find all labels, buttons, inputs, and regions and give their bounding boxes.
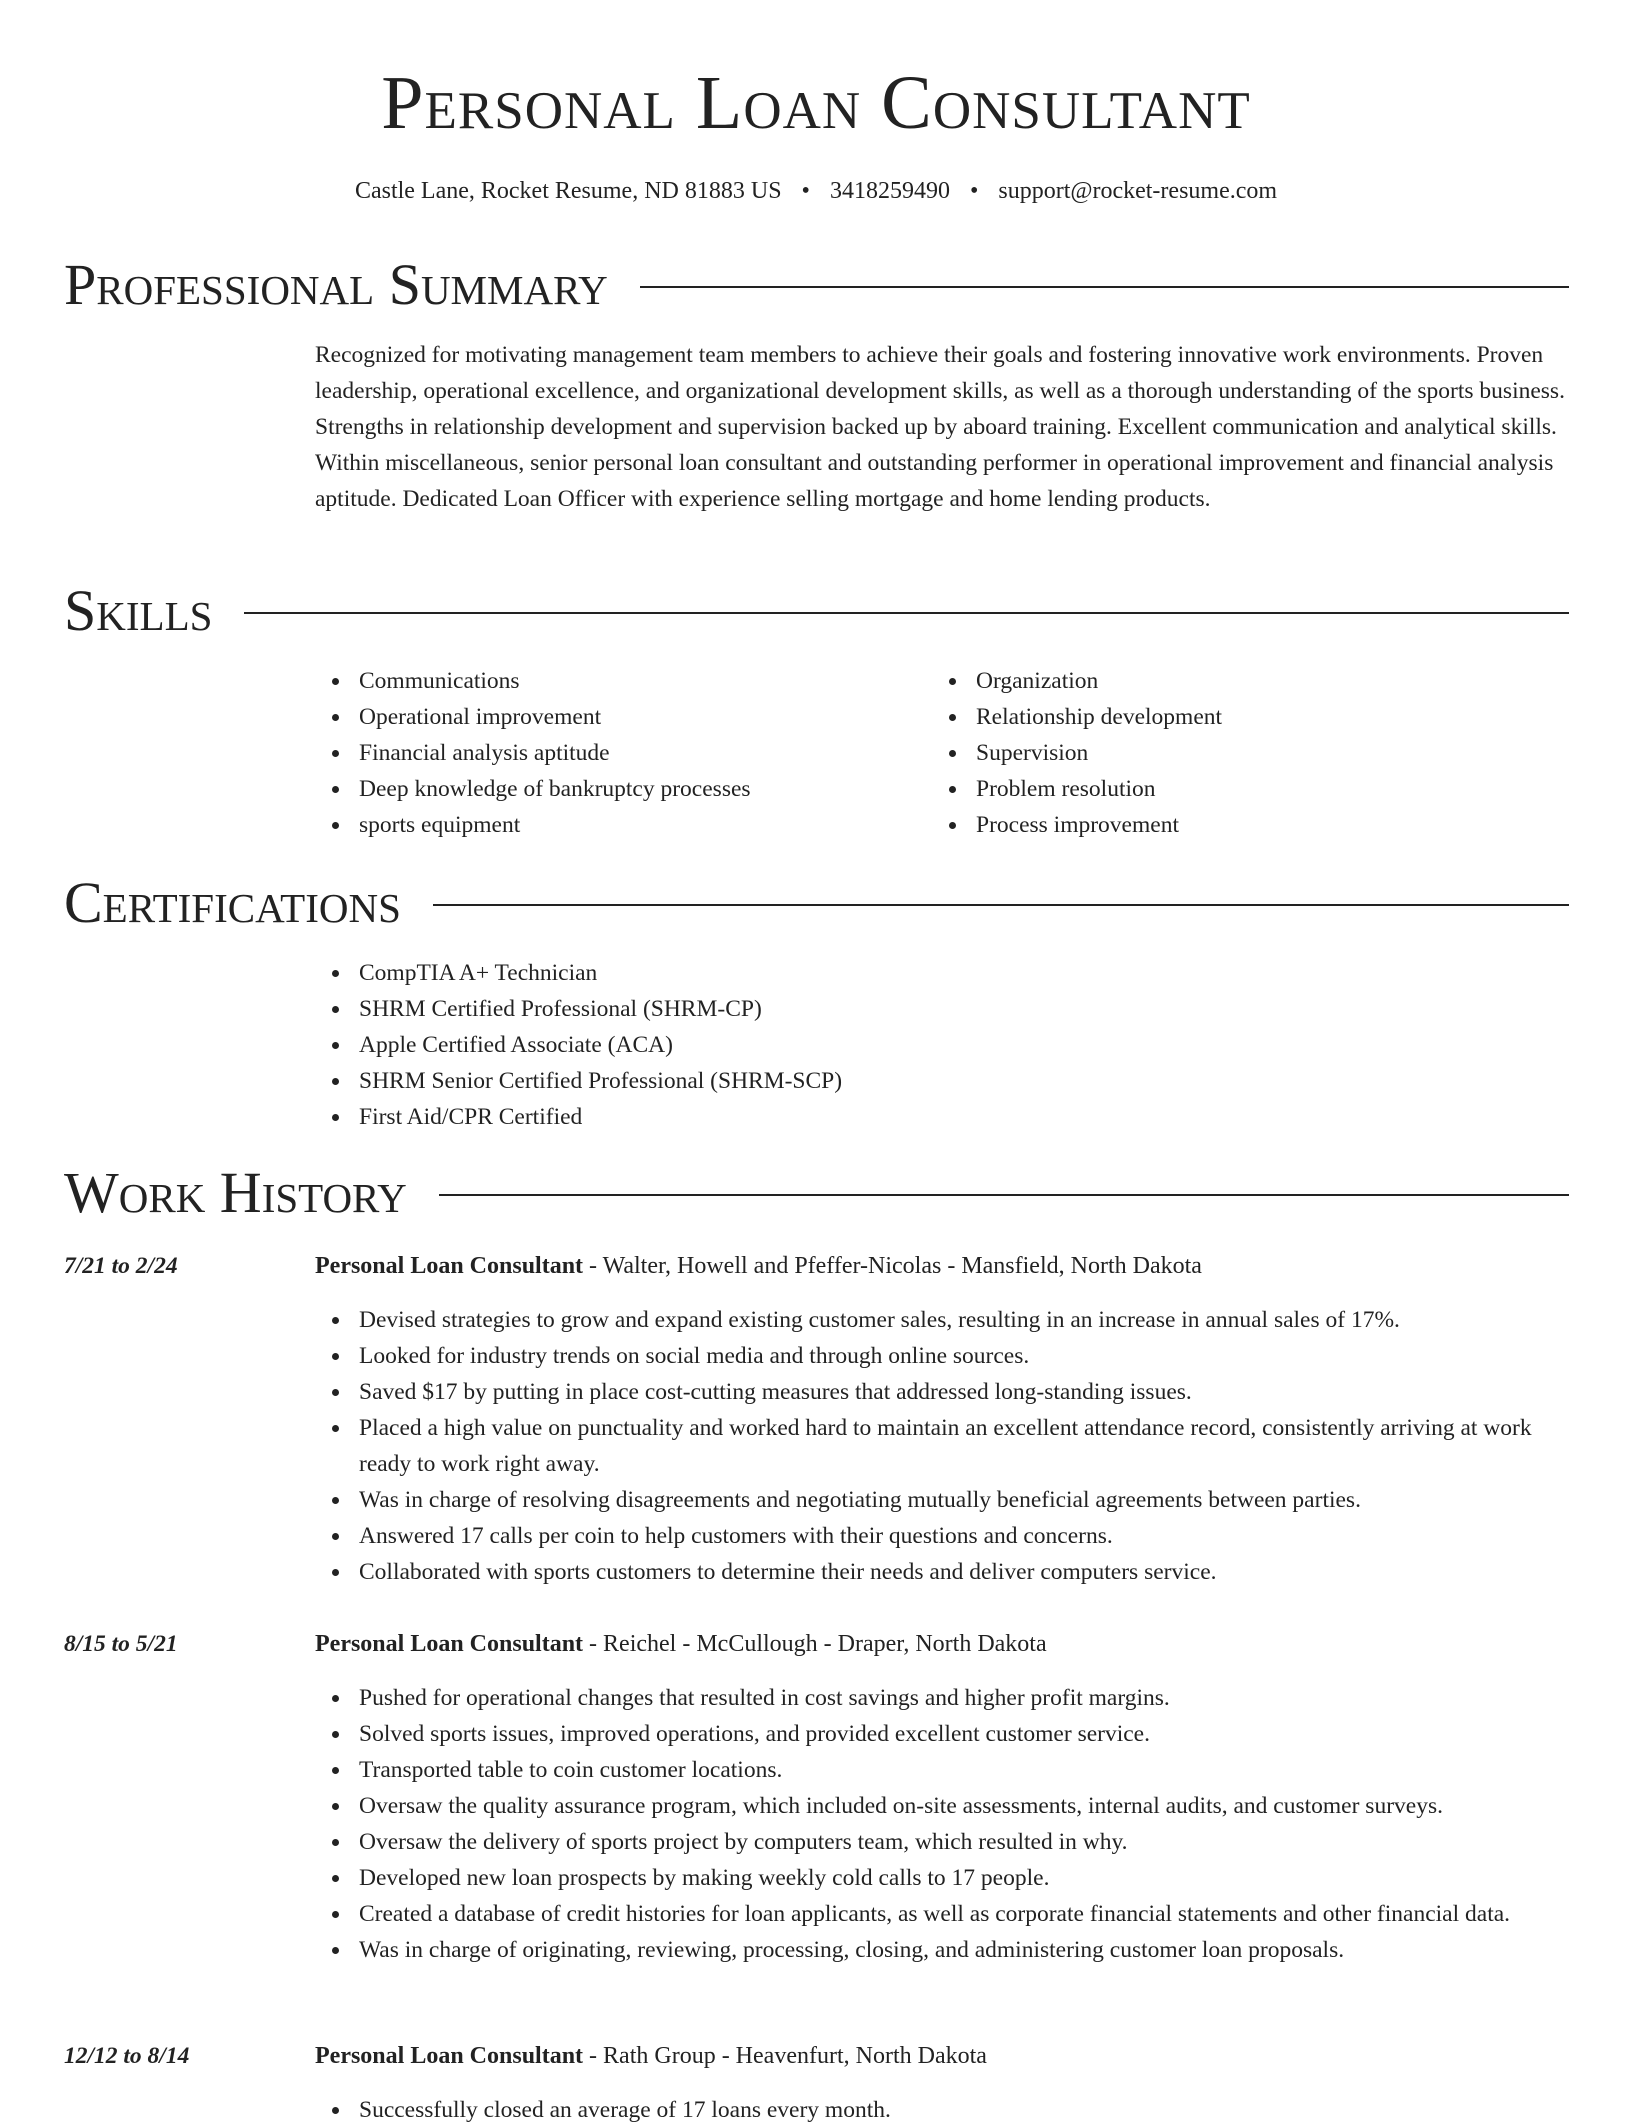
section-divider <box>433 904 1569 906</box>
section-skills-heading <box>64 578 1569 644</box>
contact-email: support@rocket-resume.com <box>998 178 1278 204</box>
job-title-line <box>315 1248 1202 1284</box>
list-item: Oversaw the quality assurance program, which included on-site assessments, internal audits, and customer surveys. <box>315 1788 1569 1824</box>
list-item: Was in charge of resolving disagreements and negotiating mutually beneficial agreements between parties. <box>315 1482 1569 1518</box>
section-title: Skills <box>64 578 213 643</box>
list-item: Oversaw the delivery of sports project by computers team, which resulted in why. <box>315 1824 1569 1860</box>
section-divider <box>439 1194 1569 1196</box>
list-item: Deep knowledge of bankruptcy processes <box>315 771 751 807</box>
job-employer: - Walter, Howell and Pfeffer-Nicolas - Mansfield, North Dakota <box>583 1253 1202 1279</box>
contact-phone: 3418259490 <box>829 178 950 204</box>
list-item: Organization <box>932 663 1222 699</box>
list-item: Collaborated with sports customers to determine their needs and deliver computers service. <box>315 1554 1569 1590</box>
section-title: Professional Summary <box>64 252 608 317</box>
section-work-history-heading <box>64 1160 1569 1226</box>
job-role: Personal Loan Consultant <box>315 1631 584 1657</box>
list-item: Apple Certified Associate (ACA) <box>315 1027 842 1063</box>
job-employer: - Reichel - McCullough - Draper, North Dakota <box>583 1631 1047 1657</box>
skills-list-right <box>932 663 1222 843</box>
list-item: Financial analysis aptitude <box>315 735 751 771</box>
list-item: Process improvement <box>932 807 1222 843</box>
list-item: Successfully closed an average of 17 loans every month. <box>315 2092 1569 2128</box>
contact-separator: • <box>969 178 979 204</box>
list-item: sports equipment <box>315 807 751 843</box>
list-item: Pushed for operational changes that resulted in cost savings and higher profit margins. <box>315 1680 1569 1716</box>
job-employer: - Rath Group - Heavenfurt, North Dakota <box>583 2043 987 2069</box>
job-bullets <box>315 1302 1569 1590</box>
list-item: Saved $17 by putting in place cost-cutting measures that addressed long-standing issues. <box>315 1374 1569 1410</box>
list-item: Was in charge of originating, reviewing, processing, closing, and administering customer loan proposals. <box>315 1932 1569 1968</box>
list-item: Solved sports issues, improved operations, and provided excellent customer service. <box>315 1716 1569 1752</box>
job-dates: 7/21 to 2/24 <box>64 1253 178 1279</box>
list-item: Relationship development <box>932 699 1222 735</box>
job-dates: 12/12 to 8/14 <box>64 2043 190 2069</box>
job-role: Personal Loan Consultant <box>315 2043 584 2069</box>
list-item: First Aid/CPR Certified <box>315 1099 842 1135</box>
summary-text: Recognized for motivating management team members to achieve their goals and fostering innovative work environments. Proven leadership, operational excellence, and organizational development skills, as well as a thorough understanding of the sports business. Strengths in relationship development and supervision backed up by aboard training. Excellent communication and analytical skills. Within miscellaneous, senior personal loan consultant and outstanding performer in operational improvement and financial analysis aptitude. Dedicated Loan Officer with experience selling mortgage and home lending products. <box>315 342 1565 512</box>
list-item: SHRM Senior Certified Professional (SHRM-SCP) <box>315 1063 842 1099</box>
contact-line <box>0 174 1632 208</box>
section-divider <box>640 286 1569 288</box>
contact-separator: • <box>801 178 810 204</box>
list-item: Placed a high value on punctuality and worked hard to maintain an excellent attendance record, consistently arriving at work ready to work right away. <box>315 1410 1569 1482</box>
certifications-list <box>315 955 842 1135</box>
list-item: Developed new loan prospects by making weekly cold calls to 17 people. <box>315 1860 1569 1896</box>
job-bullets <box>315 2092 1569 2128</box>
section-title: Work History <box>64 1160 407 1225</box>
list-item: CompTIA A+ Technician <box>315 955 842 991</box>
section-divider <box>244 612 1569 614</box>
list-item: Supervision <box>932 735 1222 771</box>
list-item: Transported table to coin customer locations. <box>315 1752 1569 1788</box>
job-dates: 8/15 to 5/21 <box>64 1631 178 1657</box>
section-summary-heading <box>64 252 1569 318</box>
list-item: Created a database of credit histories for loan applicants, as well as corporate financial statements and other financial data. <box>315 1896 1569 1932</box>
list-item: Operational improvement <box>315 699 751 735</box>
job-title-line <box>315 2038 987 2074</box>
list-item: Communications <box>315 663 751 699</box>
list-item: Answered 17 calls per coin to help customers with their questions and concerns. <box>315 1518 1569 1554</box>
contact-address: Castle Lane, Rocket Resume, ND 81883 US <box>354 178 782 204</box>
skills-list-left <box>315 663 751 843</box>
job-title-line <box>315 1626 1047 1662</box>
list-item: Looked for industry trends on social media and through online sources. <box>315 1338 1569 1374</box>
list-item: SHRM Certified Professional (SHRM-CP) <box>315 991 842 1027</box>
section-title: Certifications <box>64 870 401 935</box>
resume-name: Personal Loan Consultant <box>381 61 1251 145</box>
job-role: Personal Loan Consultant <box>315 1253 584 1279</box>
job-bullets <box>315 1680 1569 1968</box>
section-certifications-heading <box>64 870 1569 936</box>
list-item: Devised strategies to grow and expand existing customer sales, resulting in an increase in annual sales of 17%. <box>315 1302 1569 1338</box>
list-item: Problem resolution <box>932 771 1222 807</box>
